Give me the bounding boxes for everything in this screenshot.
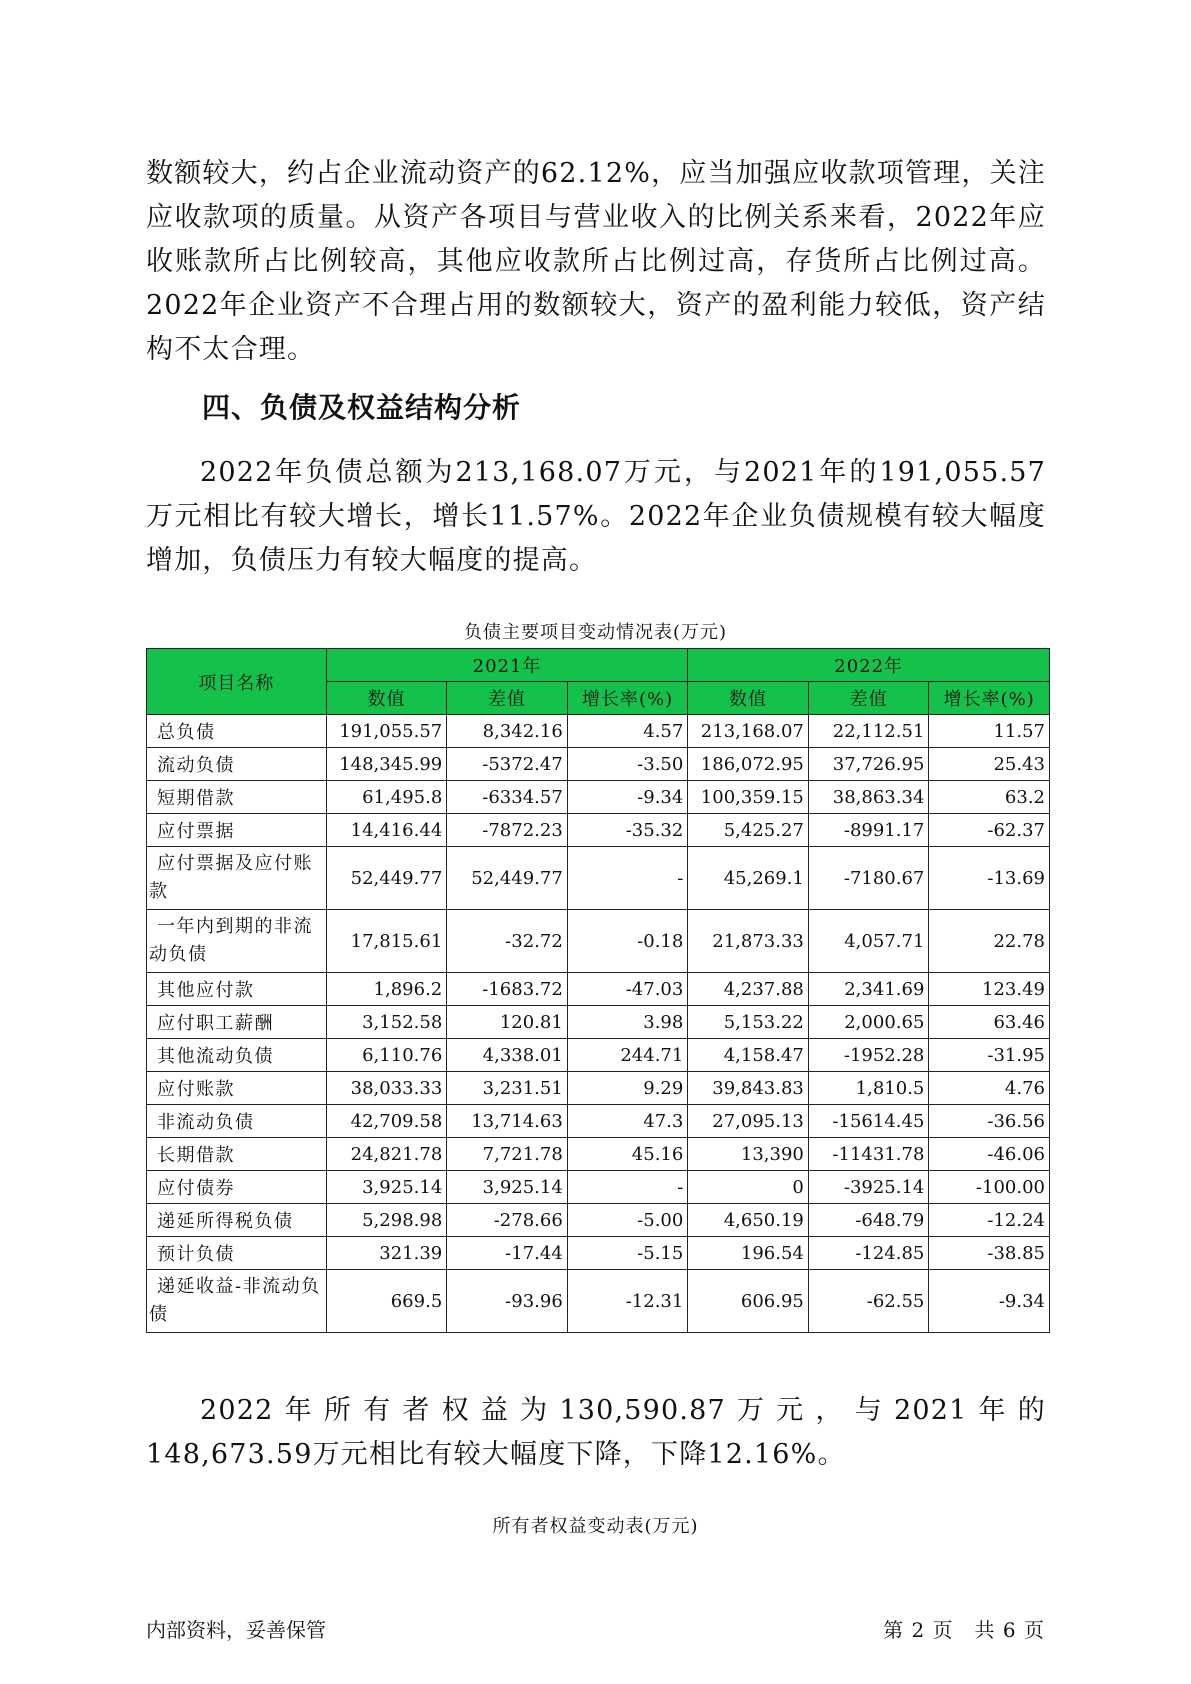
table-cell: 669.5: [326, 1270, 447, 1333]
table-row: [147, 973, 1050, 1006]
table-cell: 11.57: [929, 715, 1050, 748]
table-cell: 123.49: [929, 973, 1050, 1006]
header-value-2022: 数值: [688, 682, 809, 715]
table-cell: -278.66: [447, 1204, 568, 1237]
paragraph-liability-summary: 2022年负债总额为213,168.07万元，与2021年的191,055.57万元相比有较大增长，增长11.57%。2022年企业负债规模有较大幅度增加，负债压力有较大幅度的提高。: [146, 457, 1046, 576]
table-cell: 17,815.61: [326, 910, 447, 973]
table-cell: 52,449.77: [447, 847, 568, 910]
row-label: 其他应付款: [147, 973, 327, 1006]
table-cell: -38.85: [929, 1237, 1050, 1270]
table-cell: 186,072.95: [688, 748, 809, 781]
header-growth-2021: 增长率(%): [567, 682, 688, 715]
table-cell: -3925.14: [808, 1171, 929, 1204]
debt-table-caption: 负债主要项目变动情况表(万元): [463, 622, 728, 643]
header-item-name: 项目名称: [147, 649, 327, 715]
table-cell: -3.50: [567, 748, 688, 781]
table-cell: 63.2: [929, 781, 1050, 814]
debt-table-body: [147, 715, 1050, 1333]
row-label: 应付票据: [147, 814, 327, 847]
table-cell: 196.54: [688, 1237, 809, 1270]
table-cell: -: [567, 1171, 688, 1204]
table-row: [147, 781, 1050, 814]
row-label: 总负债: [147, 715, 327, 748]
footer-confidential-note: 内部资料，妥善保管: [146, 1618, 326, 1642]
table-cell: 47.3: [567, 1105, 688, 1138]
table-cell: 45.16: [567, 1138, 688, 1171]
table-cell: -93.96: [447, 1270, 568, 1333]
table-cell: -100.00: [929, 1171, 1050, 1204]
table-cell: -12.31: [567, 1270, 688, 1333]
table-cell: 321.39: [326, 1237, 447, 1270]
table-cell: -13.69: [929, 847, 1050, 910]
table-cell: 3,231.51: [447, 1072, 568, 1105]
table-cell: -62.37: [929, 814, 1050, 847]
table-cell: 3.98: [567, 1006, 688, 1039]
table-cell: -8991.17: [808, 814, 929, 847]
header-growth-2022: 增长率(%): [929, 682, 1050, 715]
table-cell: -62.55: [808, 1270, 929, 1333]
table-cell: 14,416.44: [326, 814, 447, 847]
table-cell: 4,158.47: [688, 1039, 809, 1072]
row-label: 短期借款: [147, 781, 327, 814]
debt-table: [146, 648, 1050, 1333]
table-cell: -9.34: [567, 781, 688, 814]
table-cell: -11431.78: [808, 1138, 929, 1171]
table-cell: 22,112.51: [808, 715, 929, 748]
table-cell: 9.29: [567, 1072, 688, 1105]
table-cell: 27,095.13: [688, 1105, 809, 1138]
table-cell: 37,726.95: [808, 748, 929, 781]
table-cell: 244.71: [567, 1039, 688, 1072]
table-cell: -124.85: [808, 1237, 929, 1270]
row-label: 应付债券: [147, 1171, 327, 1204]
table-cell: 606.95: [688, 1270, 809, 1333]
table-cell: 25.43: [929, 748, 1050, 781]
table-cell: 148,345.99: [326, 748, 447, 781]
table-cell: 120.81: [447, 1006, 568, 1039]
table-cell: 1,896.2: [326, 973, 447, 1006]
table-cell: 13,390: [688, 1138, 809, 1171]
table-cell: 1,810.5: [808, 1072, 929, 1105]
table-cell: 2,341.69: [808, 973, 929, 1006]
row-label: 应付职工薪酬: [147, 1006, 327, 1039]
table-cell: -47.03: [567, 973, 688, 1006]
table-cell: -1683.72: [447, 973, 568, 1006]
table-cell: 38,033.33: [326, 1072, 447, 1105]
table-cell: 0: [688, 1171, 809, 1204]
table-cell: -0.18: [567, 910, 688, 973]
table-cell: 4,057.71: [808, 910, 929, 973]
equity-table-caption: 所有者权益变动表(万元): [492, 1516, 699, 1537]
table-row: [147, 1270, 1050, 1333]
table-row: [147, 847, 1050, 910]
row-label: 递延收益-非流动负债: [147, 1270, 327, 1333]
header-year-2021: 2021年: [326, 649, 688, 682]
table-row: [147, 1237, 1050, 1270]
table-cell: -648.79: [808, 1204, 929, 1237]
table-cell: 7,721.78: [447, 1138, 568, 1171]
row-label: 应付票据及应付账款: [147, 847, 327, 910]
table-cell: -12.24: [929, 1204, 1050, 1237]
table-cell: -9.34: [929, 1270, 1050, 1333]
table-cell: -1952.28: [808, 1039, 929, 1072]
table-row: [147, 1072, 1050, 1105]
header-year-2022: 2022年: [688, 649, 1050, 682]
table-row: [147, 1006, 1050, 1039]
table-cell: 5,298.98: [326, 1204, 447, 1237]
row-label: 流动负债: [147, 748, 327, 781]
table-cell: 24,821.78: [326, 1138, 447, 1171]
table-cell: -31.95: [929, 1039, 1050, 1072]
table-cell: 63.46: [929, 1006, 1050, 1039]
footer-page-number: 第 2 页 共 6 页: [883, 1618, 1045, 1642]
table-cell: 42,709.58: [326, 1105, 447, 1138]
table-cell: 61,495.8: [326, 781, 447, 814]
table-cell: -5.15: [567, 1237, 688, 1270]
table-cell: 38,863.34: [808, 781, 929, 814]
table-cell: 100,359.15: [688, 781, 809, 814]
table-cell: -15614.45: [808, 1105, 929, 1138]
table-cell: -46.06: [929, 1138, 1050, 1171]
table-cell: -36.56: [929, 1105, 1050, 1138]
table-cell: 4.57: [567, 715, 688, 748]
table-cell: 52,449.77: [326, 847, 447, 910]
table-row: [147, 1039, 1050, 1072]
table-row: [147, 715, 1050, 748]
table-cell: -7872.23: [447, 814, 568, 847]
table-row: [147, 748, 1050, 781]
table-row: [147, 814, 1050, 847]
table-cell: 4,650.19: [688, 1204, 809, 1237]
row-label: 其他流动负债: [147, 1039, 327, 1072]
table-cell: -17.44: [447, 1237, 568, 1270]
paragraph-equity-summary: 2022年所有者权益为130,590.87万元，与2021年的148,673.59万元相比有较大幅度下降，下降12.16%。: [146, 1395, 1046, 1470]
table-cell: -5372.47: [447, 748, 568, 781]
table-cell: 4,237.88: [688, 973, 809, 1006]
table-cell: 8,342.16: [447, 715, 568, 748]
table-cell: -6334.57: [447, 781, 568, 814]
table-cell: 4,338.01: [447, 1039, 568, 1072]
table-row: [147, 1138, 1050, 1171]
table-row: [147, 1204, 1050, 1237]
table-cell: 4.76: [929, 1072, 1050, 1105]
table-cell: -7180.67: [808, 847, 929, 910]
table-cell: 5,153.22: [688, 1006, 809, 1039]
table-cell: 22.78: [929, 910, 1050, 973]
table-cell: 21,873.33: [688, 910, 809, 973]
row-label: 递延所得税负债: [147, 1204, 327, 1237]
table-cell: 3,152.58: [326, 1006, 447, 1039]
table-cell: -32.72: [447, 910, 568, 973]
table-cell: -35.32: [567, 814, 688, 847]
row-label: 应付账款: [147, 1072, 327, 1105]
table-cell: 213,168.07: [688, 715, 809, 748]
table-cell: 13,714.63: [447, 1105, 568, 1138]
header-diff-2021: 差值: [447, 682, 568, 715]
table-cell: 6,110.76: [326, 1039, 447, 1072]
table-cell: 191,055.57: [326, 715, 447, 748]
table-cell: 39,843.83: [688, 1072, 809, 1105]
header-diff-2022: 差值: [808, 682, 929, 715]
row-label: 非流动负债: [147, 1105, 327, 1138]
row-label: 长期借款: [147, 1138, 327, 1171]
table-cell: -5.00: [567, 1204, 688, 1237]
table-cell: 45,269.1: [688, 847, 809, 910]
table-row: [147, 1105, 1050, 1138]
section-heading: 四、负债及权益结构分析: [202, 391, 522, 424]
table-cell: 3,925.14: [326, 1171, 447, 1204]
row-label: 预计负债: [147, 1237, 327, 1270]
table-cell: 5,425.27: [688, 814, 809, 847]
table-cell: 3,925.14: [447, 1171, 568, 1204]
table-row: [147, 1171, 1050, 1204]
table-cell: -: [567, 847, 688, 910]
row-label: 一年内到期的非流动负债: [147, 910, 327, 973]
table-row: [147, 910, 1050, 973]
header-value-2021: 数值: [326, 682, 447, 715]
table-cell: 2,000.65: [808, 1006, 929, 1039]
paragraph-asset-summary: 数额较大，约占企业流动资产的62.12%，应当加强应收款项管理，关注应收款项的质量。从资产各项目与营业收入的比例关系来看，2022年应收账款所占比例较高，其他应收款所占比例过高，存货所占比例过高。2022年企业资产不合理占用的数额较大，资产的盈利能力较低，资产结构不太合理。: [146, 158, 1046, 365]
